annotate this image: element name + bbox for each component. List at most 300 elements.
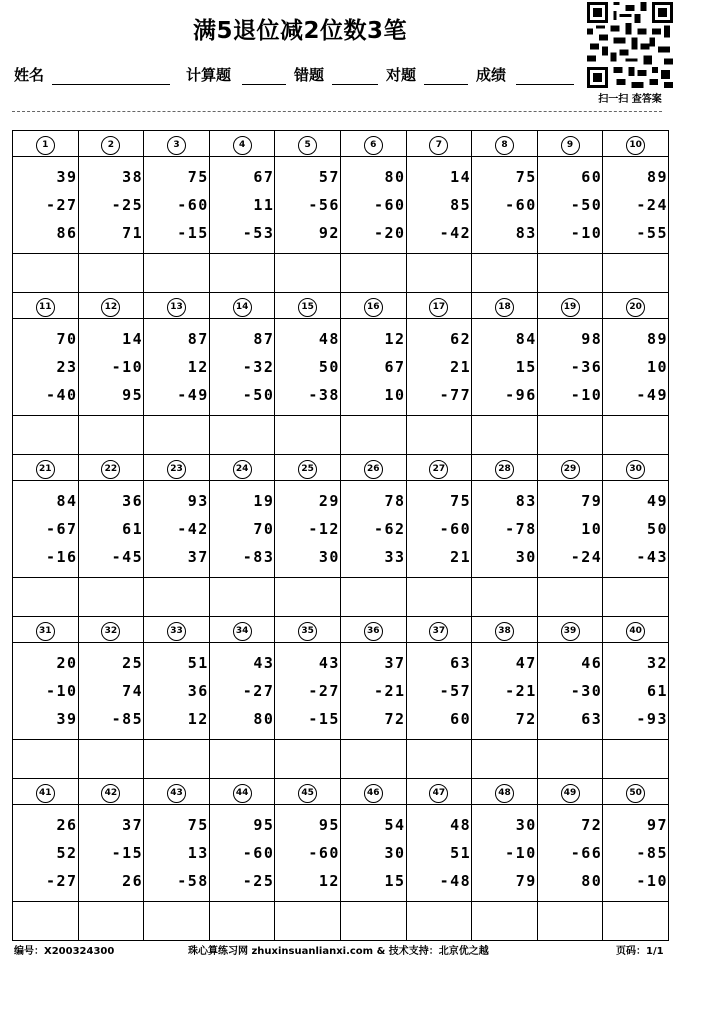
problem-term: -93 [636,710,668,728]
problem-cell [537,157,603,254]
problem-cell [78,157,144,254]
problem-term: -21 [373,682,406,700]
problem-number: 49 [561,784,580,803]
problem-term: -85 [636,844,668,862]
problem-term: 26 [122,872,144,890]
problem-term: -21 [505,682,537,700]
problem-term: -66 [570,844,603,862]
problem-cell [406,157,472,254]
problem-term: 92 [318,224,340,242]
problem-number: 24 [233,460,252,479]
problem-term: -25 [242,872,275,890]
problem-term: 33 [384,548,406,566]
answer-cell[interactable] [144,254,210,293]
problem-term: -60 [373,196,406,214]
problem-cell [78,481,144,578]
problem-term: 36 [187,682,209,700]
total-field[interactable] [242,84,286,85]
answer-cell[interactable] [78,578,144,617]
problem-term: -60 [439,520,472,538]
right-field[interactable] [424,84,468,85]
problem-term: 39 [56,710,78,728]
problem-number: 29 [561,460,580,479]
answer-cell[interactable] [340,578,406,617]
problem-number: 35 [298,622,317,641]
answer-cell[interactable] [340,740,406,779]
problem-term: -96 [505,386,537,404]
problem-cell [537,805,603,902]
problem-term: -10 [570,224,603,242]
answer-cell[interactable] [340,254,406,293]
problem-number: 18 [495,298,514,317]
answer-cell[interactable] [13,254,79,293]
problem-cell [340,157,406,254]
total-label: 计算题 [186,66,232,84]
answer-cell[interactable] [209,254,275,293]
problem-number: 1 [36,136,55,155]
problem-cell [209,481,275,578]
problem-term: 37 [384,654,406,672]
problem-term: -83 [242,548,275,566]
problem-term: 61 [646,682,668,700]
problem-term: 23 [56,358,78,376]
problem-number: 44 [233,784,252,803]
answer-cell[interactable] [537,902,603,941]
problem-term: 21 [450,548,472,566]
problem-term: 46 [581,654,603,672]
answer-cell[interactable] [472,416,538,455]
answer-cell[interactable] [275,254,341,293]
problem-term: 80 [253,710,275,728]
answer-cell[interactable] [603,902,669,941]
answer-cell[interactable] [144,578,210,617]
problem-term: 75 [187,816,209,834]
problem-number: 6 [364,136,383,155]
answer-cell[interactable] [78,254,144,293]
answer-cell[interactable] [275,578,341,617]
problem-term: 93 [187,492,209,510]
problem-number: 21 [36,460,55,479]
answer-cell[interactable] [78,416,144,455]
problem-term: 83 [515,492,537,510]
problem-term: -77 [439,386,472,404]
problem-term: -78 [505,520,537,538]
problem-cell [275,319,341,416]
problem-cell [144,157,210,254]
answer-cell[interactable] [340,902,406,941]
problem-term: 47 [515,654,537,672]
problem-cell [209,319,275,416]
problem-term: -56 [308,196,340,214]
answer-cell[interactable] [209,740,275,779]
problem-term: -27 [308,682,340,700]
problem-grid [12,130,669,941]
problem-number: 28 [495,460,514,479]
answer-cell[interactable] [472,740,538,779]
problem-term: 60 [450,710,472,728]
problem-term: 70 [253,520,275,538]
problem-term: 67 [384,358,406,376]
problem-term: 72 [515,710,537,728]
problem-term: 67 [253,168,275,186]
problem-term: -27 [242,682,275,700]
problem-number: 40 [626,622,645,641]
problem-number: 5 [298,136,317,155]
problem-term: 48 [318,330,340,348]
problem-term: -50 [570,196,603,214]
problem-number: 25 [298,460,317,479]
problem-term: 72 [384,710,406,728]
problem-term: 95 [318,816,340,834]
problem-term: 43 [253,654,275,672]
problem-cell [275,643,341,740]
problem-term: -58 [177,872,209,890]
problem-term: 10 [646,358,668,376]
problem-number: 31 [36,622,55,641]
problem-term: -30 [570,682,603,700]
problem-number: 32 [101,622,120,641]
qr-code[interactable] [586,2,674,88]
answer-cell[interactable] [13,578,79,617]
problem-term: 86 [56,224,78,242]
problem-cell [603,643,669,740]
answer-cell[interactable] [406,416,472,455]
problem-term: -25 [111,196,144,214]
problem-term: -60 [242,844,275,862]
problem-cell [406,481,472,578]
problem-term: -62 [373,520,406,538]
problem-term: 75 [450,492,472,510]
problem-term: -10 [570,386,603,404]
problem-term: 95 [253,816,275,834]
problem-term: -15 [111,844,144,862]
answer-cell[interactable] [144,740,210,779]
page-title: 满5退位减2位数3笔 [192,18,407,44]
problem-cell [209,805,275,902]
problem-number: 43 [167,784,186,803]
problem-term: 32 [646,654,668,672]
problem-term: 54 [384,816,406,834]
answer-cell[interactable] [275,416,341,455]
answer-cell[interactable] [603,578,669,617]
problem-term: -10 [111,358,144,376]
name-field[interactable] [52,84,170,85]
problem-number: 50 [626,784,645,803]
answer-cell[interactable] [209,578,275,617]
problem-number: 10 [626,136,645,155]
answer-cell[interactable] [406,254,472,293]
problem-term: 60 [581,168,603,186]
problem-number: 23 [167,460,186,479]
problem-term: 19 [253,492,275,510]
problem-number: 48 [495,784,514,803]
problem-term: 48 [450,816,472,834]
problem-number: 19 [561,298,580,317]
answer-cell[interactable] [603,254,669,293]
answer-cell[interactable] [603,740,669,779]
problem-term: 74 [122,682,144,700]
cut-line [12,111,662,112]
problem-cell [13,643,79,740]
problem-number: 17 [429,298,448,317]
problem-term: 70 [56,330,78,348]
answer-cell[interactable] [537,254,603,293]
problem-term: 75 [515,168,537,186]
problem-term: -85 [111,710,144,728]
problem-term: 20 [56,654,78,672]
problem-number: 15 [298,298,317,317]
problem-number: 12 [101,298,120,317]
problem-cell [472,481,538,578]
problem-term: -60 [308,844,340,862]
problem-number: 16 [364,298,383,317]
problem-term: 15 [384,872,406,890]
problem-term: 12 [187,358,209,376]
problem-term: 80 [581,872,603,890]
wrong-field[interactable] [332,84,378,85]
problem-term: -15 [308,710,340,728]
problem-term: 79 [581,492,603,510]
answer-cell[interactable] [78,902,144,941]
problem-cell [340,319,406,416]
answer-cell[interactable] [537,578,603,617]
problem-cell [603,805,669,902]
problem-cell [144,643,210,740]
problem-term: 49 [646,492,668,510]
problem-cell [209,157,275,254]
problem-term: 61 [122,520,144,538]
problem-term: 51 [450,844,472,862]
problem-term: 26 [56,816,78,834]
right-label: 对题 [386,66,417,84]
page-number: 页码：1/1 [616,946,664,957]
problem-term: -40 [46,386,78,404]
problem-term: 50 [646,520,668,538]
problem-term: -60 [505,196,537,214]
problem-cell [13,319,79,416]
answer-cell[interactable] [603,416,669,455]
answer-cell[interactable] [13,740,79,779]
problem-term: 63 [450,654,472,672]
problem-term: -57 [439,682,472,700]
answer-cell[interactable] [144,416,210,455]
problem-term: 29 [318,492,340,510]
problem-term: 39 [56,168,78,186]
answer-cell[interactable] [472,902,538,941]
problem-cell [472,643,538,740]
problem-cell [406,643,472,740]
problem-term: 13 [187,844,209,862]
problem-term: -49 [636,386,668,404]
problem-number: 47 [429,784,448,803]
problem-term: -10 [46,682,78,700]
problem-term: 37 [187,548,209,566]
problem-term: -36 [570,358,603,376]
problem-cell [13,481,79,578]
answer-cell[interactable] [13,416,79,455]
answer-cell[interactable] [209,416,275,455]
problem-term: -48 [439,872,472,890]
problem-cell [340,805,406,902]
problem-term: 89 [646,330,668,348]
qr-caption: 扫一扫 查答案 [598,94,662,105]
problem-cell [472,805,538,902]
problem-number: 13 [167,298,186,317]
problem-number: 7 [429,136,448,155]
score-label: 成绩 [476,66,507,84]
problem-term: 21 [450,358,472,376]
answer-cell[interactable] [13,902,79,941]
score-field[interactable] [516,84,574,85]
answer-cell[interactable] [406,740,472,779]
problem-term: 25 [122,654,144,672]
problem-term: 36 [122,492,144,510]
answer-cell[interactable] [472,578,538,617]
problem-term: 12 [318,872,340,890]
problem-term: 37 [122,816,144,834]
problem-term: -20 [373,224,406,242]
problem-term: 78 [384,492,406,510]
problem-cell [144,805,210,902]
problem-cell [78,319,144,416]
problem-number: 36 [364,622,383,641]
problem-term: -60 [177,196,209,214]
answer-cell[interactable] [406,578,472,617]
problem-number: 41 [36,784,55,803]
problem-cell [406,319,472,416]
problem-term: -27 [46,872,78,890]
problem-term: 38 [122,168,144,186]
answer-cell[interactable] [144,902,210,941]
problem-number: 39 [561,622,580,641]
problem-term: 10 [581,520,603,538]
problem-term: 14 [122,330,144,348]
problem-cell [603,481,669,578]
problem-term: 84 [515,330,537,348]
problem-cell [537,481,603,578]
answer-cell[interactable] [340,416,406,455]
problem-term: 43 [318,654,340,672]
problem-cell [78,643,144,740]
problem-term: 12 [384,330,406,348]
problem-number: 42 [101,784,120,803]
problem-number: 2 [101,136,120,155]
problem-number: 8 [495,136,514,155]
problem-term: 52 [56,844,78,862]
problem-term: -24 [570,548,603,566]
answer-cell[interactable] [537,416,603,455]
wrong-label: 错题 [294,66,325,84]
problem-cell [275,805,341,902]
problem-term: 62 [450,330,472,348]
problem-number: 37 [429,622,448,641]
problem-term: -10 [505,844,537,862]
problem-cell [603,157,669,254]
problem-cell [340,481,406,578]
problem-number: 30 [626,460,645,479]
problem-term: 83 [515,224,537,242]
problem-term: 11 [253,196,275,214]
problem-term: 98 [581,330,603,348]
problem-number: 33 [167,622,186,641]
answer-cell[interactable] [275,902,341,941]
answer-cell[interactable] [275,740,341,779]
problem-term: 75 [187,168,209,186]
problem-term: 15 [515,358,537,376]
problem-term: 97 [646,816,668,834]
problem-cell [13,805,79,902]
problem-cell [603,319,669,416]
problem-term: -50 [242,386,275,404]
problem-cell [275,157,341,254]
problem-cell [144,481,210,578]
problem-cell [537,643,603,740]
problem-term: 10 [384,386,406,404]
problem-term: 87 [253,330,275,348]
answer-cell[interactable] [537,740,603,779]
problem-number: 26 [364,460,383,479]
problem-term: -67 [46,520,78,538]
problem-term: -55 [636,224,668,242]
problem-term: -43 [636,548,668,566]
problem-term: 51 [187,654,209,672]
problem-term: 72 [581,816,603,834]
problem-term: 30 [515,816,537,834]
problem-term: 14 [450,168,472,186]
problem-number: 45 [298,784,317,803]
problem-term: -27 [46,196,78,214]
problem-number: 14 [233,298,252,317]
problem-term: -49 [177,386,209,404]
problem-term: 30 [318,548,340,566]
problem-term: 89 [646,168,668,186]
footer-site: 珠心算练习网 zhuxinsuanlianxi.com & 技术支持：北京优之越 [188,946,489,957]
answer-cell[interactable] [406,902,472,941]
problem-cell [472,157,538,254]
problem-term: 87 [187,330,209,348]
problem-term: -45 [111,548,144,566]
problem-number: 22 [101,460,120,479]
problem-term: 71 [122,224,144,242]
answer-cell[interactable] [472,254,538,293]
answer-cell[interactable] [209,902,275,941]
problem-cell [78,805,144,902]
problem-term: 80 [384,168,406,186]
problem-term: -42 [177,520,209,538]
problem-term: 63 [581,710,603,728]
problem-term: -53 [242,224,275,242]
problem-number: 38 [495,622,514,641]
problem-term: -12 [308,520,340,538]
name-label: 姓名 [14,66,45,84]
problem-number: 11 [36,298,55,317]
answer-cell[interactable] [78,740,144,779]
problem-term: 50 [318,358,340,376]
problem-term: 85 [450,196,472,214]
problem-term: 30 [515,548,537,566]
problem-number: 20 [626,298,645,317]
problem-cell [209,643,275,740]
problem-term: -16 [46,548,78,566]
problem-term: -38 [308,386,340,404]
problem-cell [144,319,210,416]
problem-term: -10 [636,872,668,890]
problem-cell [406,805,472,902]
problem-term: -24 [636,196,668,214]
problem-number: 46 [364,784,383,803]
problem-cell [472,319,538,416]
problem-term: 95 [122,386,144,404]
